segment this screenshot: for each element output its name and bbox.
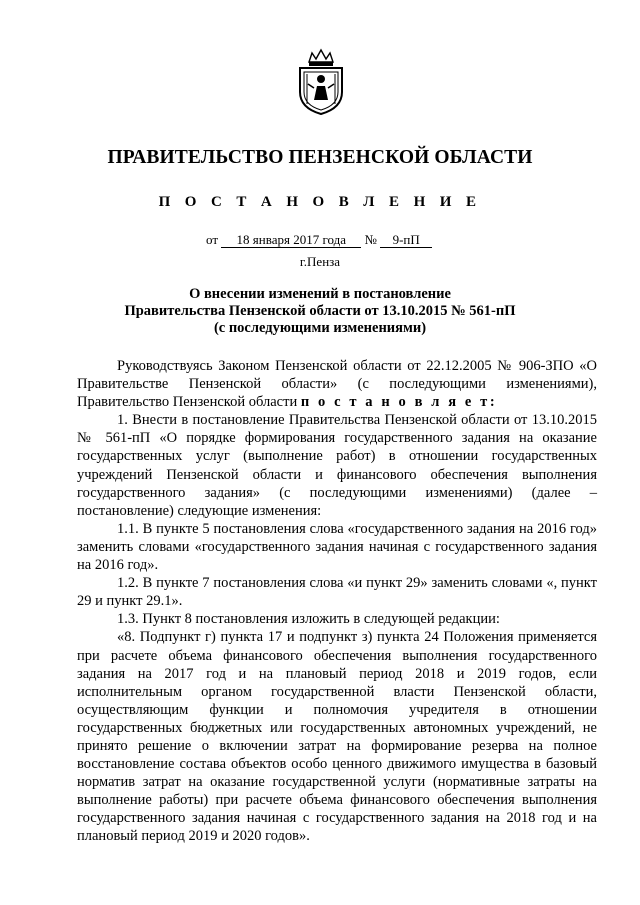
- date-prefix: от: [206, 232, 219, 247]
- paragraph-1-2: 1.2. В пункте 7 постановления слова «и пункт 29» заменить словами «, пункт 29 и пункт 29.1».: [77, 575, 597, 610]
- paragraph-1-3: 1.3. Пункт 8 постановления изложить в следующей редакции:: [117, 611, 500, 628]
- government-title: ПРАВИТЕЛЬСТВО ПЕНЗЕНСКОЙ ОБЛАСТИ: [107, 147, 533, 168]
- paragraph-preamble: [77, 357, 597, 411]
- paragraph-1: 1. Внести в постановление Правительства Пензенской области от 13.10.2015 № 561-пП «О порядке формирования государственного задания на оказание государственных услуг (выполнение работ) в отношении государственных учреждений Пензенской области и финансового обеспечения выполнения государственного задания» (с последующими изменениями) (далее – постановление) следующие изменения:: [77, 412, 597, 519]
- paragraph-8-text: «8. Подпункт г) пункта 17 и подпункт з) пункта 24 Положения применяется при расчете объема финансового обеспечения выполнения государственного задания на 2017 год и на плановый период 2018 и 2019 годов, если исполнительным органом государственной власти Пензенской области, осуществляющим функции и полномочия учредителя в отношении государственных бюджетных или государственных автономных учреждений, не принято решение о включении затрат на формирование резерва на полное восстановление состава объектов особо ценного движимого имущества в базовый норматив затрат на оказание государственной услуги (нормативные затраты на выполнение работы) при расчете объема финансового обеспечения выполнения государственного задания начиная с государственного задания на 2018 год и на плановый период 2019 и 2020 годов».: [77, 629, 597, 845]
- subject-line-2: Правительства Пензенской области от 13.10.2015 № 561-пП: [124, 303, 516, 319]
- document-date: 18 января 2017 года: [221, 233, 361, 248]
- coat-of-arms-emblem: [292, 48, 350, 116]
- paragraph-1-1: 1.1. В пункте 5 постановления слова «государственного задания на 2016 год» заменить словами «государственного задания начиная с государственного задания на 2016 год».: [77, 520, 597, 574]
- city: г.Пенза: [299, 254, 341, 269]
- resolves-word: п о с т а н о в л я е т:: [300, 394, 498, 411]
- document-number: 9-пП: [380, 233, 432, 248]
- number-sign: №: [364, 232, 377, 247]
- subject-line-1: О внесении изменений в постановление: [189, 286, 451, 302]
- preamble-text: Руководствуясь Законом Пензенской области от 22.12.2005 № 906-ЗПО «О Правительстве Пензенской области» (с последующими изменениями), Правительство Пензенской области: [77, 358, 597, 411]
- subject-line-3: (с последующими изменениями): [213, 320, 427, 336]
- document-body: [77, 357, 597, 846]
- document-type: П О С Т А Н О В Л Е Н И Е: [158, 194, 482, 210]
- date-number-line: [206, 232, 432, 248]
- subject-heading: [0, 286, 640, 337]
